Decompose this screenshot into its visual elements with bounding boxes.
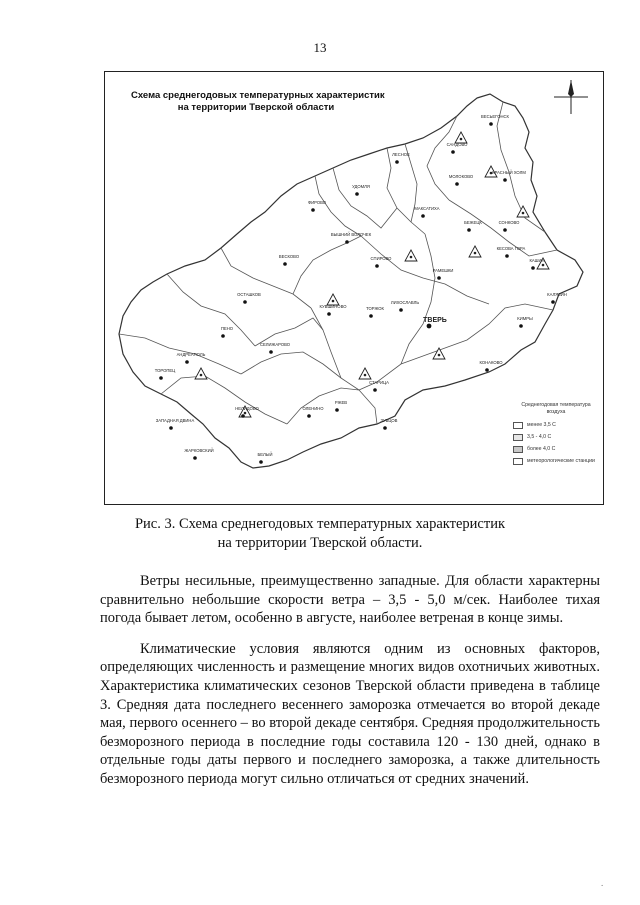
- district-label-21: ЛИХОСЛАВЛЬ: [390, 300, 420, 305]
- district-label-20: ТОРЖОК: [366, 306, 384, 311]
- meteo-station-dot-4: [542, 264, 545, 267]
- meteo-station-icon-3: [517, 206, 529, 217]
- district-border-18: [333, 168, 397, 228]
- district-border-13: [311, 308, 341, 378]
- corner-mark: .: [601, 878, 604, 888]
- district-center-4: [455, 182, 459, 186]
- district-label-28: ТОРОПЕЦ: [154, 368, 176, 373]
- district-label-19: КУВШИНОВО: [319, 304, 347, 309]
- meteo-station-dot-5: [332, 300, 335, 303]
- legend-label-1: менее 3,5 С: [527, 422, 556, 428]
- district-center-21: [399, 308, 403, 312]
- district-label-31: ОЛЕНИНО: [302, 406, 324, 411]
- district-center-30: [241, 414, 245, 418]
- district-center-17: [531, 266, 535, 270]
- district-center-3: [395, 160, 399, 164]
- district-center-32: [335, 408, 339, 412]
- district-center-2: [451, 150, 455, 154]
- district-center-22: [221, 334, 225, 338]
- map-legend: [513, 402, 599, 470]
- meteo-station-dot-9: [200, 374, 203, 377]
- district-label-18: ОСТАШКОВ: [237, 292, 261, 297]
- figure-caption: [0, 515, 640, 553]
- district-center-9: [467, 228, 471, 232]
- map-figure: [104, 71, 604, 505]
- district-border-8: [241, 352, 359, 390]
- district-center-6: [355, 192, 359, 196]
- paragraph-climate: Климатические условия являются одним из основных факторов, определяющих численность и размещение многих видов охотничьих животных. Характеристика климатических сезонов Тверской области приведена в таблице 3. Средняя дата последнего весеннего заморозка отмечается во второй декаде мая, первого осеннего – во второй декаде сентября. Средняя продолжительность безморозного периода в последние годы составила 120 - 130 дней, однако в отдельные годы даты первого и последнего заморозка, а также длительность безморозного периода могут сильно отличаться от средних значений.: [100, 640, 600, 787]
- district-border-14: [293, 236, 361, 294]
- legend-label-4: метеорологические станции: [527, 458, 595, 464]
- district-label-10: ФИРОВО: [307, 200, 327, 205]
- district-center-19: [327, 312, 331, 316]
- legend-swatch-2: [513, 434, 523, 441]
- meteo-station-icon-9: [195, 368, 207, 379]
- district-center-5: [503, 178, 507, 182]
- district-label-17: КАШИН: [529, 258, 545, 263]
- district-center-23: [427, 324, 432, 329]
- legend-title: Среднегодовая температура воздуха: [521, 402, 591, 415]
- district-border-2: [387, 148, 425, 234]
- district-label-2: САНДОВО: [446, 142, 468, 147]
- district-label-6: УДОМЛЯ: [352, 184, 370, 189]
- district-label-34: ЗУБЦОВ: [380, 418, 398, 423]
- legend-swatch-3: [513, 446, 523, 453]
- district-label-26: АНДРЕАПОЛЬ: [176, 352, 206, 357]
- meteo-station-dot-3: [522, 212, 525, 215]
- legend-swatch-4: [513, 458, 523, 465]
- meteo-station-dot-8: [244, 412, 247, 415]
- district-label-8: СОНКОВО: [498, 220, 520, 225]
- meteo-station-dot-10: [474, 252, 477, 255]
- district-center-28: [159, 376, 163, 380]
- legend-item-2: [513, 434, 599, 441]
- caption-line-2: на территории Тверской области.: [217, 535, 423, 551]
- district-center-16: [551, 300, 555, 304]
- meteo-station-icon-11: [405, 250, 417, 261]
- north-arrow-icon: [554, 80, 588, 114]
- district-label-13: СПИРОВО: [370, 256, 392, 261]
- district-label-12: КЕСОВА ГОРА: [496, 246, 526, 251]
- district-center-29: [169, 426, 173, 430]
- district-center-24: [519, 324, 523, 328]
- caption-line-1: Рис. 3. Схема среднегодовых температурных характеристик: [134, 516, 506, 532]
- meteo-station-dot-11: [410, 256, 413, 259]
- district-label-11: ВЫШНИЙ ВОЛОЧЕК: [330, 232, 372, 237]
- meteo-station-icon-7: [433, 348, 445, 359]
- meteo-station-dot-1: [460, 138, 463, 141]
- district-center-20: [369, 314, 373, 318]
- district-label-30: НЕЛИДОВО: [235, 406, 259, 411]
- district-center-11: [345, 240, 349, 244]
- district-label-7: МАКСАТИХА: [414, 206, 440, 211]
- district-border-12: [401, 234, 435, 364]
- district-label-5: КРАСНЫЙ ХОЛМ: [492, 170, 526, 175]
- district-center-12: [505, 254, 509, 258]
- district-label-29: ЗАПАДНАЯ ДВИНА: [155, 418, 195, 423]
- district-center-33: [373, 388, 377, 392]
- district-label-3: ЛЕСНОЕ: [392, 152, 410, 157]
- legend-item-4: [513, 458, 599, 465]
- legend-swatch-1: [513, 422, 523, 429]
- legend-label-2: 3,5 - 4,0 С: [527, 434, 552, 440]
- district-label-15: РАМЕШКИ: [432, 268, 454, 273]
- paragraph-winds: Ветры несильные, преимущественно западные. Для области характерны сравнительно небольшие скорости ветра – 3,5 - 5,0 м/сек. Наиболее тихая погода бывает летом, особенно в августе, наиболее ветреная в конце зимы.: [100, 573, 600, 627]
- meteo-station-dot-7: [438, 354, 441, 357]
- district-center-31: [307, 414, 311, 418]
- district-border-5: [167, 274, 255, 346]
- legend-item-3: [513, 446, 599, 453]
- page-number: 13: [313, 40, 327, 55]
- map-title-line-1: Схема среднегодовых температурных характеристик: [131, 90, 385, 101]
- district-label-35: ЖАРКОВСКИЙ: [184, 448, 214, 453]
- district-border-1: [427, 116, 457, 200]
- district-label-9: БЕЖЕЦК: [464, 220, 482, 225]
- district-center-36: [259, 460, 263, 464]
- body-text: [100, 572, 600, 789]
- district-center-7: [421, 214, 425, 218]
- map-title-line-2: на территории Тверской области: [177, 102, 335, 113]
- district-label-1: ВЕСЬЕГОНСК: [481, 114, 509, 119]
- district-center-10: [311, 208, 315, 212]
- district-label-36: БЕЛЫЙ: [257, 452, 273, 457]
- district-center-15: [437, 276, 441, 280]
- district-label-32: РЖЕВ: [334, 400, 348, 405]
- district-center-13: [375, 264, 379, 268]
- district-border-7: [161, 376, 287, 424]
- district-label-24: КИМРЫ: [517, 316, 533, 321]
- district-center-8: [503, 228, 507, 232]
- district-center-25: [269, 350, 273, 354]
- district-center-35: [193, 456, 197, 460]
- district-label-4: МОЛОКОВО: [448, 174, 474, 179]
- meteo-station-icon-10: [469, 246, 481, 257]
- district-label-33: СТАРИЦА: [369, 380, 389, 385]
- district-label-22: ПЕНО: [220, 326, 234, 331]
- district-center-1: [489, 122, 493, 126]
- district-border-9: [361, 236, 489, 304]
- district-center-34: [383, 426, 387, 430]
- district-label-14: ВЕСКОВО: [278, 254, 300, 259]
- district-label-23: ТВЕРЬ: [423, 317, 447, 324]
- legend-item-1: [513, 422, 599, 429]
- district-center-26: [185, 360, 189, 364]
- district-label-27: КОНАКОВО: [479, 360, 503, 365]
- district-border-16: [287, 388, 377, 424]
- district-center-18: [243, 300, 247, 304]
- district-label-16: КАЛЯЗИН: [547, 292, 567, 297]
- district-center-14: [283, 262, 287, 266]
- legend-label-3: более 4,0 С: [527, 446, 556, 452]
- district-center-27: [485, 368, 489, 372]
- meteo-station-dot-6: [364, 374, 367, 377]
- meteo-station-icon-6: [359, 368, 371, 379]
- district-label-25: СЕЛИЖАРОВО: [259, 342, 291, 347]
